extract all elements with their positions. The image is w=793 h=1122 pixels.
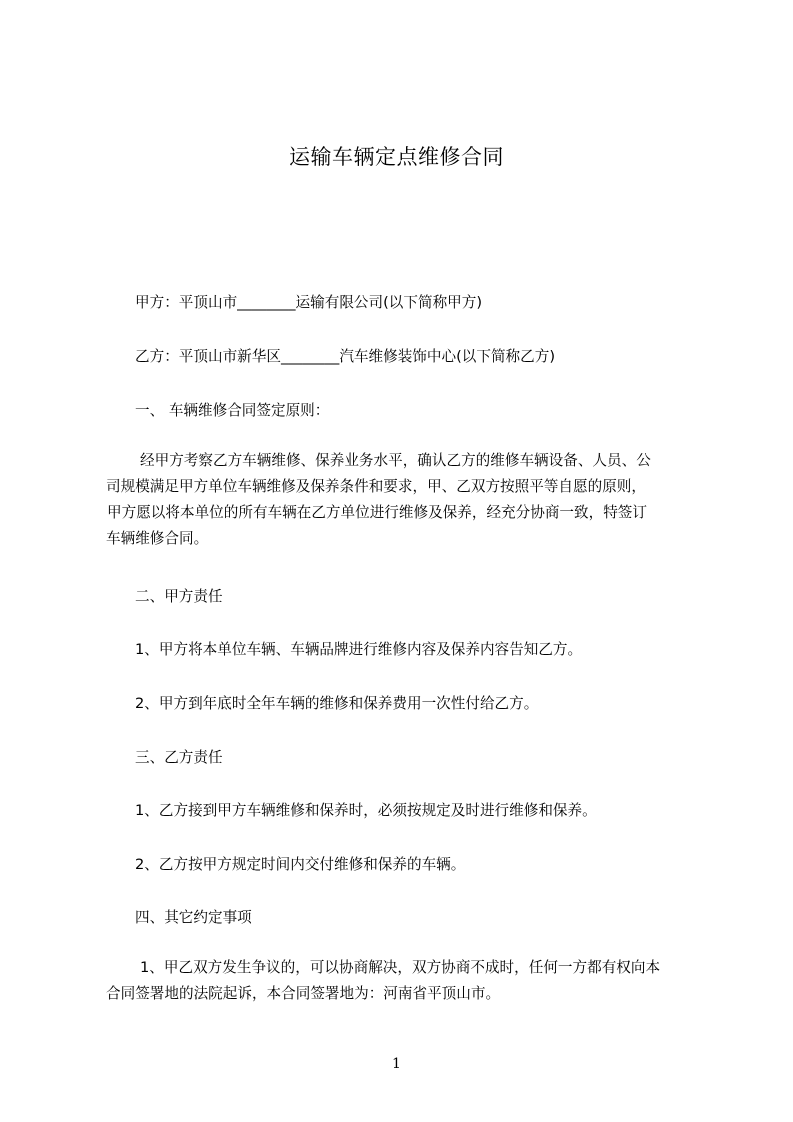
party-b-line: 乙方：平顶山市新华区________汽车维修装饰中心(以下简称乙方)	[135, 348, 556, 365]
paragraph-line: 司规模满足甲方单位车辆维修及保养条件和要求，甲、乙双方按照平等自愿的原则，	[106, 478, 646, 495]
paragraph-line: 车辆维修合同。	[106, 530, 209, 547]
section-4-heading: 四、其它约定事项	[135, 909, 252, 926]
section-2-item-2: 2、甲方到年底时全年车辆的维修和保养费用一次性付给乙方。	[135, 695, 539, 712]
section-2-heading: 二、甲方责任	[135, 588, 223, 605]
party-a-line: 甲方：平顶山市________运输有限公司(以下简称甲方)	[135, 294, 483, 311]
section-3-item-1: 1、乙方接到甲方车辆维修和保养时，必须按规定及时进行维修和保养。	[135, 802, 597, 819]
paragraph-line: 经甲方考察乙方车辆维修、保养业务水平，确认乙方的维修车辆设备、人员、公	[140, 452, 651, 469]
section-3-heading: 三、乙方责任	[135, 749, 223, 766]
page-number: 1	[392, 1056, 401, 1072]
section-4-item-1	[106, 955, 660, 1007]
section-3-item-2: 2、乙方按甲方规定时间内交付维修和保养的车辆。	[135, 856, 466, 873]
paragraph-line: 甲方愿以将本单位的所有车辆在乙方单位进行维修及保养，经充分协商一致，特签订	[107, 504, 647, 521]
paragraph-line: 合同签署地的法院起诉，本合同签署地为：河南省平顶山市。	[106, 985, 501, 1002]
document-title: 运输车辆定点维修合同	[289, 145, 504, 169]
section-2-item-1: 1、甲方将本单位车辆、车辆品牌进行维修内容及保养内容告知乙方。	[135, 641, 583, 658]
section-1-heading: 一、 车辆维修合同签定原则：	[135, 402, 330, 419]
section-1-paragraph	[106, 448, 651, 552]
paragraph-line: 1、甲乙双方发生争议的，可以协商解决，双方协商不成时，任何一方都有权向本	[140, 959, 661, 976]
